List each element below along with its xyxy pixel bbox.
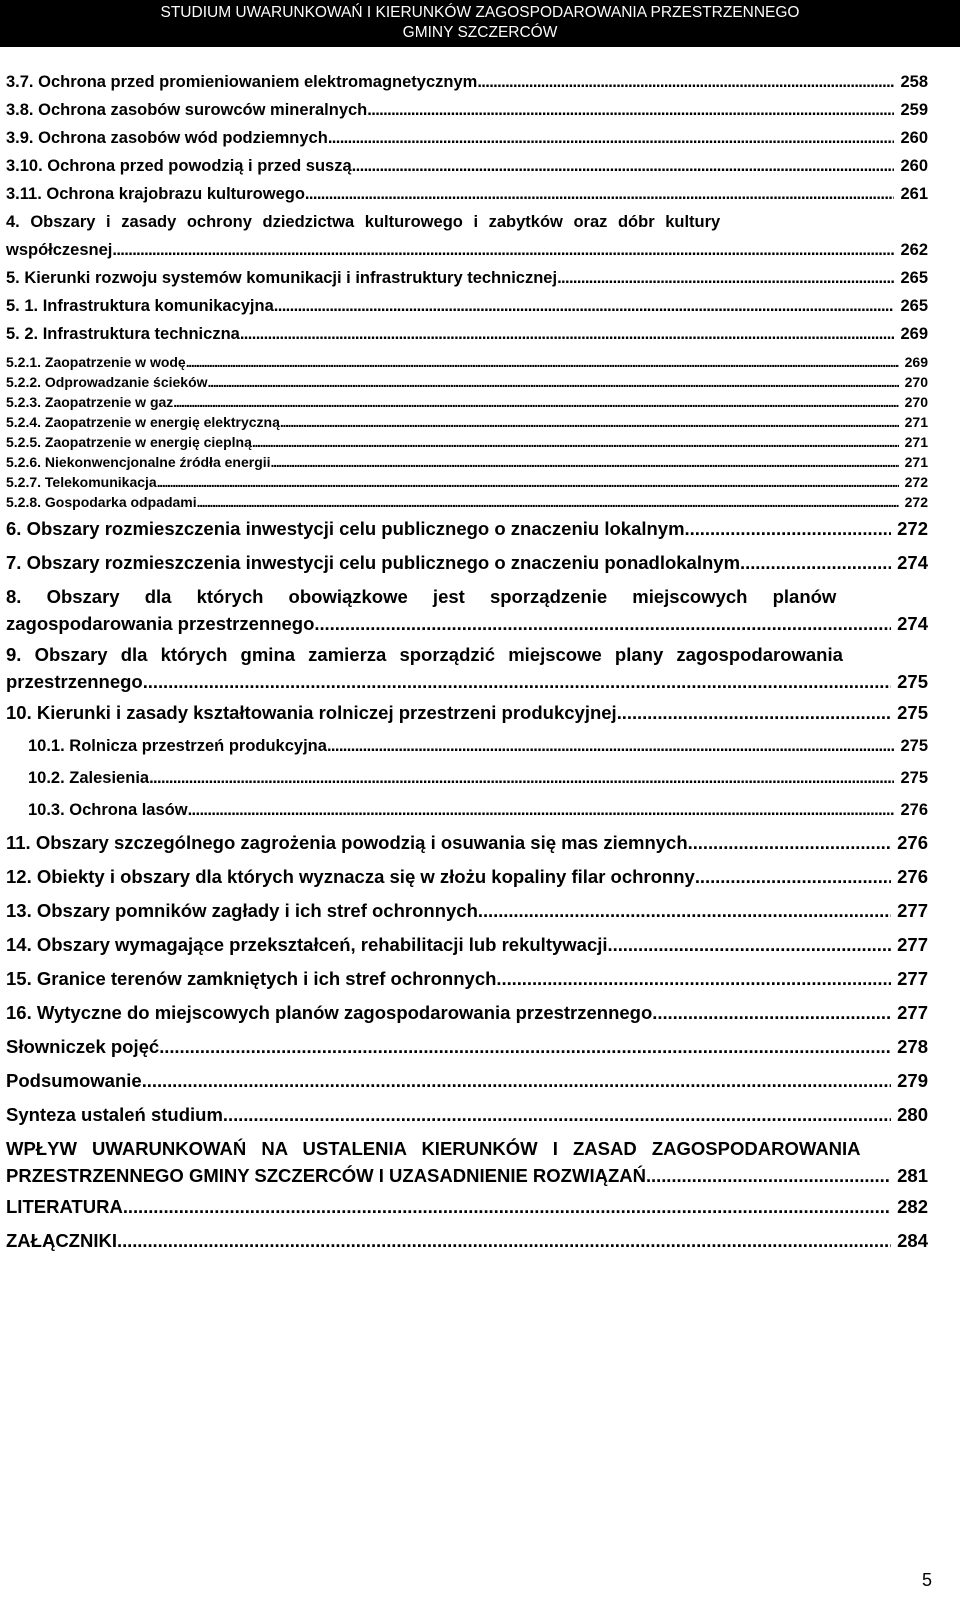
toc-leader (223, 1098, 891, 1132)
toc-entry-10-3[interactable] (6, 794, 928, 826)
toc-label: 7. Obszary rozmieszczenia inwestycji celu publicznego o znaczeniu ponadlokalnym (6, 552, 741, 573)
toc-entry-7[interactable] (6, 546, 928, 580)
toc-leader (240, 320, 895, 348)
toc-label: ZAŁĄCZNIKI (6, 1230, 117, 1251)
toc-label-line-1 (6, 208, 928, 236)
toc-page: 277 (897, 900, 928, 921)
toc-label: 3.11. Ochrona krajobrazu kulturowego (6, 185, 305, 203)
toc-leader (280, 412, 899, 432)
toc-page: 277 (897, 1002, 928, 1023)
toc-label: Słowniczek pojęć (6, 1036, 160, 1057)
toc-label-line-1 (6, 584, 928, 610)
toc-page: 277 (897, 934, 928, 955)
toc-page: 265 (900, 269, 928, 287)
toc-page: 271 (904, 414, 928, 430)
toc-entry-3-10[interactable] (6, 152, 928, 180)
toc-page: 270 (904, 374, 928, 390)
toc-entry-9[interactable] (6, 642, 928, 696)
toc-leader (646, 1162, 891, 1190)
toc-page: 265 (900, 297, 928, 315)
toc-page: 272 (904, 494, 928, 510)
toc-label: 14. Obszary wymagające przekształceń, rehabilitacji lub rekultywacji (6, 934, 608, 955)
toc-leader (112, 236, 894, 264)
toc-leader (159, 1030, 891, 1064)
toc-label: 9. Obszary dla których gmina zamierza sporządzić miejscowe plany zagospodarowania (6, 644, 843, 665)
table-of-contents (6, 68, 928, 1258)
toc-page: 262 (900, 241, 928, 259)
toc-label: 11. Obszary szczególnego zagrożenia powodzią i osuwania się mas ziemnych (6, 832, 688, 853)
toc-page: 282 (897, 1196, 928, 1217)
toc-entry-3-7[interactable] (6, 68, 928, 96)
toc-label: 10. Kierunki i zasady kształtowania rolniczej przestrzeni produkcyjnej (6, 702, 617, 723)
toc-leader (123, 1190, 891, 1224)
page-number: 5 (921, 1570, 932, 1590)
toc-leader (149, 762, 894, 794)
toc-leader (608, 928, 892, 962)
toc-entry-11[interactable] (6, 826, 928, 860)
toc-leader (305, 180, 895, 208)
toc-label: 5.2.1. Zaopatrzenie w wodę (6, 354, 186, 370)
toc-entry-synteza[interactable] (6, 1098, 928, 1132)
toc-entry-10-2[interactable] (6, 762, 928, 794)
toc-page: 269 (904, 354, 928, 370)
toc-entry-5-2[interactable] (6, 320, 928, 348)
toc-leader (557, 264, 894, 292)
toc-entry-15[interactable] (6, 962, 928, 996)
toc-page: 258 (900, 73, 928, 91)
toc-leader (157, 472, 899, 492)
header-line-2: GMINY SZCZERCÓW (402, 24, 558, 41)
toc-entry-5-2-3[interactable] (6, 392, 928, 412)
toc-label: WPŁYW UWARUNKOWAŃ NA USTALENIA KIERUNKÓW I ZASAD ZAGOSPODAROWANIA (6, 1138, 861, 1159)
toc-label: 10.1. Rolnicza przestrzeń produkcyjna (28, 737, 327, 755)
toc-leader (142, 1064, 891, 1098)
toc-label: 3.10. Ochrona przed powodzią i przed suszą (6, 157, 352, 175)
toc-entry-5-2-5[interactable] (6, 432, 928, 452)
toc-page: 275 (897, 702, 928, 723)
toc-leader (252, 432, 899, 452)
toc-page: 274 (897, 552, 928, 573)
toc-leader (477, 68, 894, 96)
toc-page: 279 (897, 1070, 928, 1091)
toc-label: 10.3. Ochrona lasów (28, 801, 188, 819)
toc-label: 15. Granice terenów zamkniętych i ich stref ochronnych (6, 968, 497, 989)
toc-label: 5.2.3. Zaopatrzenie w gaz (6, 394, 174, 410)
toc-entry-3-11[interactable] (6, 180, 928, 208)
toc-label: 16. Wytyczne do miejscowych planów zagospodarowania przestrzennego (6, 1002, 653, 1023)
toc-page: 278 (897, 1036, 928, 1057)
toc-page: 272 (897, 518, 928, 539)
toc-label: 3.9. Ochrona zasobów wód podziemnych (6, 129, 328, 147)
toc-label: Podsumowanie (6, 1070, 142, 1091)
toc-page: 275 (897, 671, 928, 692)
toc-label: 4. Obszary i zasady ochrony dziedzictwa kulturowego i zabytków oraz dóbr kultury (6, 213, 721, 231)
toc-entry-6[interactable] (6, 512, 928, 546)
toc-label: PRZESTRZENNEGO GMINY SZCZERCÓW I UZASADNIENIE ROZWIĄZAŃ (6, 1165, 646, 1186)
document-header (0, 0, 960, 47)
toc-label: 5.2.8. Gospodarka odpadami (6, 494, 197, 510)
toc-label: 5. 2. Infrastruktura techniczna (6, 325, 240, 343)
header-line-1: STUDIUM UWARUNKOWAŃ I KIERUNKÓW ZAGOSPODAROWANIA PRZESTRZENNEGO (160, 4, 800, 21)
toc-label: 5.2.4. Zaopatrzenie w energię elektryczną (6, 414, 280, 430)
toc-leader (314, 610, 891, 638)
toc-label: 3.8. Ochrona zasobów surowców mineralnych (6, 101, 368, 119)
toc-entry-4[interactable] (6, 208, 928, 264)
toc-page: 269 (900, 325, 928, 343)
toc-leader (367, 96, 894, 124)
toc-page: 275 (900, 737, 928, 755)
toc-label: 12. Obiekty i obszary dla których wyznacza się w złożu kopaliny filar ochronny (6, 866, 695, 887)
toc-leader (740, 546, 891, 580)
toc-label: 3.7. Ochrona przed promieniowaniem elektromagnetycznym (6, 73, 478, 91)
toc-leader (188, 794, 895, 826)
toc-page: 276 (900, 801, 928, 819)
toc-entry-8[interactable] (6, 584, 928, 638)
toc-label-line-1 (6, 642, 928, 668)
toc-entry-13[interactable] (6, 894, 928, 928)
toc-page: 274 (897, 613, 928, 634)
toc-label: 5.2.6. Niekonwencjonalne źródła energii (6, 454, 271, 470)
toc-entry-wplyw[interactable] (6, 1136, 928, 1190)
toc-entry-12[interactable] (6, 860, 928, 894)
toc-label: 5.2.5. Zaopatrzenie w energię cieplną (6, 434, 252, 450)
toc-label: 5.2.7. Telekomunikacja (6, 474, 157, 490)
toc-entry-5-2-7[interactable] (6, 472, 928, 492)
toc-entry-5-2-6[interactable] (6, 452, 928, 472)
toc-entry-3-9[interactable] (6, 124, 928, 152)
toc-leader (208, 372, 899, 392)
toc-leader (117, 1224, 891, 1258)
toc-entry-5-2-1[interactable] (6, 352, 928, 372)
toc-page: 272 (904, 474, 928, 490)
toc-page: 260 (900, 129, 928, 147)
toc-label: 6. Obszary rozmieszczenia inwestycji celu publicznego o znaczeniu lokalnym (6, 518, 685, 539)
toc-label: Synteza ustaleń studium (6, 1104, 223, 1125)
toc-page: 281 (897, 1165, 928, 1186)
toc-page: 271 (904, 434, 928, 450)
toc-page: 280 (897, 1104, 928, 1125)
toc-leader (328, 124, 895, 152)
toc-label-line-1 (6, 1136, 928, 1162)
toc-leader (271, 452, 899, 472)
toc-page: 284 (897, 1230, 928, 1251)
toc-entry-5-2-2[interactable] (6, 372, 928, 392)
toc-page: 276 (897, 832, 928, 853)
toc-label: 13. Obszary pomników zagłady i ich stref ochronnych (6, 900, 478, 921)
toc-page: 275 (900, 769, 928, 787)
toc-leader (274, 292, 895, 320)
toc-entry-5-2-8[interactable] (6, 492, 928, 512)
toc-label: 10.2. Zalesienia (28, 769, 150, 787)
toc-leader (695, 860, 891, 894)
toc-label: zagospodarowania przestrzennego (6, 613, 315, 634)
toc-leader (617, 696, 891, 730)
toc-leader (197, 492, 899, 512)
toc-leader (496, 962, 891, 996)
toc-page: 270 (904, 394, 928, 410)
toc-leader (478, 894, 891, 928)
toc-label: LITERATURA (6, 1196, 123, 1217)
toc-entry-literatura[interactable] (6, 1190, 928, 1224)
toc-entry-10-1[interactable] (6, 730, 928, 762)
toc-entry-5-2-4[interactable] (6, 412, 928, 432)
toc-leader (173, 392, 898, 412)
toc-label: 8. Obszary dla których obowiązkowe jest sporządzenie miejscowych planów (6, 586, 837, 607)
toc-leader (652, 996, 891, 1030)
toc-entry-5-1[interactable] (6, 292, 928, 320)
toc-page: 271 (904, 454, 928, 470)
toc-page: 277 (897, 968, 928, 989)
toc-entry-slowniczek[interactable] (6, 1030, 928, 1064)
toc-label: 5.2.2. Odprowadzanie ścieków (6, 374, 208, 390)
toc-leader (143, 668, 891, 696)
toc-label: przestrzennego (6, 671, 143, 692)
toc-page: 260 (900, 157, 928, 175)
toc-label: 5. 1. Infrastruktura komunikacyjna (6, 297, 274, 315)
toc-page: 276 (897, 866, 928, 887)
toc-label: 5. Kierunki rozwoju systemów komunikacji i infrastruktury technicznej (6, 269, 558, 287)
toc-entry-14[interactable] (6, 928, 928, 962)
toc-entry-zalaczniki[interactable] (6, 1224, 928, 1258)
toc-entry-16[interactable] (6, 996, 928, 1030)
toc-leader (186, 352, 899, 372)
toc-page: 261 (900, 185, 928, 203)
toc-leader (327, 730, 895, 762)
toc-entry-podsumowanie[interactable] (6, 1064, 928, 1098)
toc-page: 259 (900, 101, 928, 119)
toc-label: współczesnej (6, 241, 113, 259)
toc-entry-3-8[interactable] (6, 96, 928, 124)
toc-leader (685, 512, 892, 546)
toc-leader (352, 152, 895, 180)
toc-entry-5[interactable] (6, 264, 928, 292)
toc-entry-10[interactable] (6, 696, 928, 730)
toc-leader (688, 826, 891, 860)
